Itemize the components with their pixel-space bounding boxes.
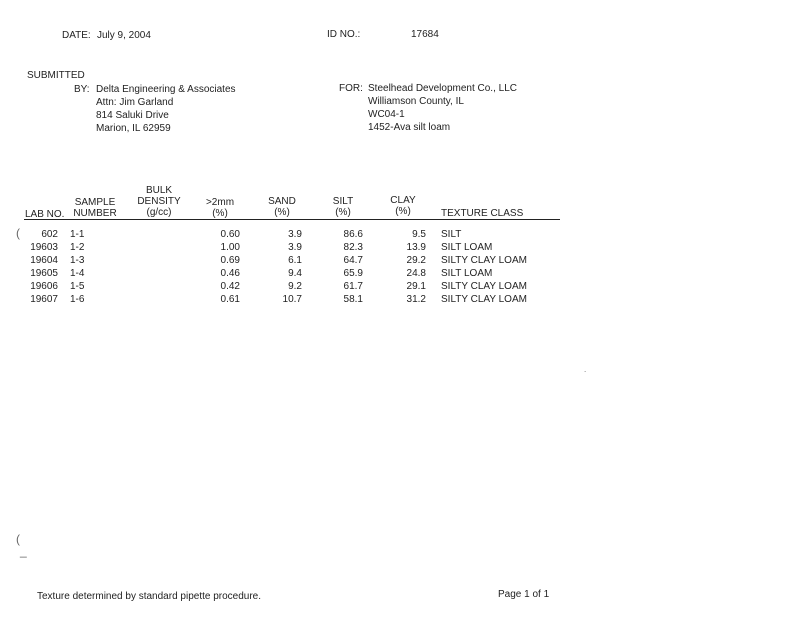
cell-gt2mm: 0.60 (220, 229, 240, 240)
header-clay-line1: CLAY (390, 195, 416, 206)
cell-silt: 86.6 (343, 229, 363, 240)
cell-gt2mm: 0.42 (220, 281, 240, 292)
cell-clay: 9.5 (412, 229, 426, 240)
scan-artifact-mark: _ (20, 544, 27, 558)
for-line-1: Steelhead Development Co., LLC (368, 83, 517, 94)
cell-sample: 1-3 (70, 255, 85, 266)
header-clay (383, 195, 423, 217)
cell-silt: 82.3 (343, 242, 363, 253)
submitted-title: SUBMITTED (27, 70, 85, 81)
scan-artifact-mark: ( (16, 226, 20, 240)
cell-clay: 29.1 (406, 281, 426, 292)
header-gt2mm-line1: >2mm (205, 197, 235, 208)
cell-lab-no: 19606 (30, 281, 58, 292)
page-number: Page 1 of 1 (498, 589, 550, 600)
cell-texture: SILT (441, 229, 462, 240)
header-clay-line2: (%) (395, 206, 411, 217)
by-line-2: Attn: Jim Garland (96, 97, 174, 108)
cell-lab-no: 19605 (30, 268, 58, 279)
cell-sand: 10.7 (282, 294, 302, 305)
header-lab-no: LAB NO. (25, 209, 65, 220)
header-texture-class: TEXTURE CLASS (441, 208, 524, 219)
header-gt2mm-line2: (%) (212, 208, 228, 219)
cell-sample: 1-5 (70, 281, 85, 292)
cell-texture: SILT LOAM (441, 268, 493, 279)
cell-sand: 3.9 (288, 242, 302, 253)
cell-silt: 64.7 (343, 255, 363, 266)
header-sample-line1: SAMPLE (74, 197, 116, 208)
cell-silt: 61.7 (343, 281, 363, 292)
cell-sample: 1-6 (70, 294, 85, 305)
cell-gt2mm: 0.69 (220, 255, 240, 266)
cell-texture: SILTY CLAY LOAM (441, 255, 527, 266)
date-value: July 9, 2004 (97, 30, 151, 41)
cell-clay: 13.9 (406, 242, 426, 253)
by-label: BY: (74, 84, 90, 95)
cell-gt2mm: 1.00 (220, 242, 240, 253)
header-silt-line2: (%) (335, 207, 351, 218)
date-label: DATE: (62, 30, 91, 41)
cell-texture: SILTY CLAY LOAM (441, 294, 527, 305)
cell-texture: SILT LOAM (441, 242, 493, 253)
by-line-1: Delta Engineering & Associates (96, 84, 236, 95)
cell-sand: 9.2 (288, 281, 302, 292)
header-sample-line2: NUMBER (73, 208, 117, 219)
cell-lab-no: 19604 (30, 255, 58, 266)
cell-sand: 3.9 (288, 229, 302, 240)
cell-sample: 1-4 (70, 268, 85, 279)
for-line-2: Williamson County, IL (368, 96, 464, 107)
for-label: FOR: (339, 83, 363, 94)
id-value: 17684 (411, 29, 439, 40)
header-sand (262, 196, 302, 218)
cell-gt2mm: 0.46 (220, 268, 240, 279)
by-line-3: 814 Saluki Drive (96, 110, 169, 121)
id-label: ID NO.: (327, 29, 361, 40)
header-silt (323, 196, 363, 218)
cell-sample: 1-1 (70, 229, 85, 240)
cell-clay: 24.8 (406, 268, 426, 279)
cell-clay: 31.2 (406, 294, 426, 305)
cell-clay: 29.2 (406, 255, 426, 266)
header-bulk-line1: BULK (145, 185, 173, 196)
cell-silt: 65.9 (343, 268, 363, 279)
header-bulk-line2: DENSITY (137, 196, 181, 207)
cell-lab-no: 19607 (30, 294, 58, 305)
cell-gt2mm: 0.61 (220, 294, 240, 305)
header-sample (70, 197, 120, 219)
header-rule (24, 219, 560, 220)
by-line-4: Marion, IL 62959 (96, 123, 171, 134)
cell-sand: 6.1 (288, 255, 302, 266)
cell-texture: SILTY CLAY LOAM (441, 281, 527, 292)
header-bulk-line3: (g/cc) (146, 207, 172, 218)
cell-sample: 1-2 (70, 242, 85, 253)
for-line-4: 1452-Ava silt loam (368, 122, 451, 133)
header-bulk-density (134, 185, 184, 218)
cell-lab-no: 19603 (30, 242, 58, 253)
scan-artifact-mark: . (584, 365, 587, 374)
header-gt2mm (200, 197, 240, 219)
cell-silt: 58.1 (343, 294, 363, 305)
scan-artifact-mark: ( (16, 532, 20, 546)
for-line-3: WC04-1 (368, 109, 405, 120)
cell-sand: 9.4 (288, 268, 302, 279)
cell-lab-no: 602 (41, 229, 58, 240)
header-sand-line1: SAND (268, 196, 296, 207)
footer-note: Texture determined by standard pipette procedure. (37, 591, 262, 602)
header-silt-line1: SILT (332, 196, 354, 207)
header-sand-line2: (%) (274, 207, 290, 218)
